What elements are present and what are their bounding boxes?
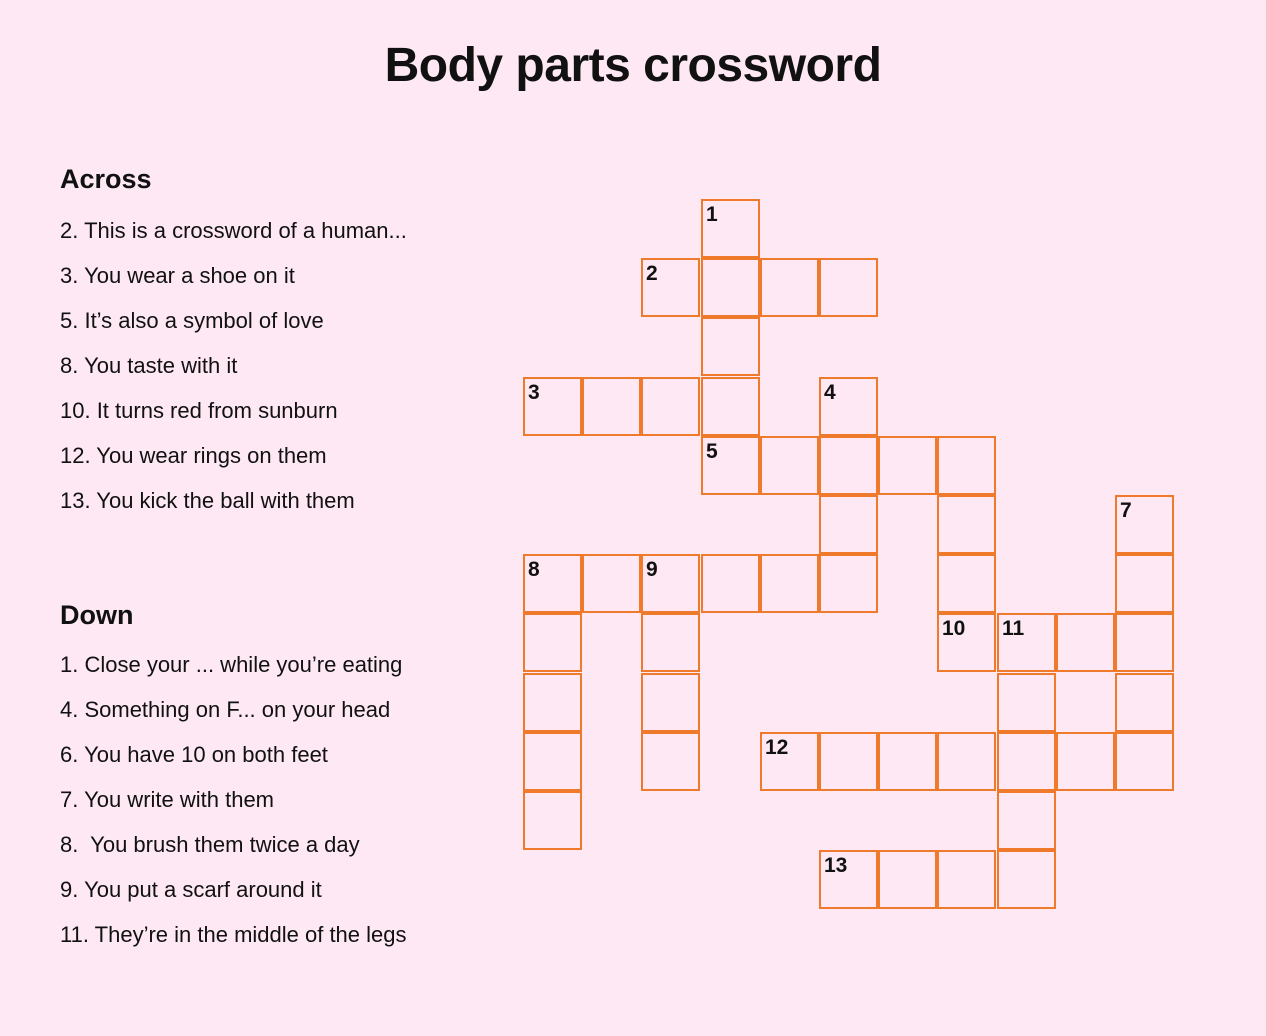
crossword-cell[interactable] [878,850,937,909]
crossword-cell[interactable] [997,732,1056,791]
crossword-cell[interactable] [760,732,819,791]
across-clue: 12. You wear rings on them [60,443,327,468]
cell-number: 3 [528,381,540,404]
cell-number: 2 [646,262,658,285]
crossword-cell[interactable] [523,377,582,436]
down-clue: 1. Close your ... while you’re eating [60,652,403,677]
crossword-cell[interactable] [1115,554,1174,613]
crossword-cell[interactable] [641,554,700,613]
crossword-cell[interactable] [937,495,996,554]
crossword-cell[interactable] [1115,495,1174,554]
across-clue: 5. It’s also a symbol of love [60,308,324,333]
crossword-cell[interactable] [1115,613,1174,672]
crossword-cell[interactable] [582,554,641,613]
crossword-cell[interactable] [523,732,582,791]
crossword-cell[interactable] [701,554,760,613]
crossword-cell[interactable] [937,613,996,672]
cell-number: 11 [1002,617,1025,640]
down-clue: 9. You put a scarf around it [60,877,322,902]
crossword-cell[interactable] [523,791,582,850]
crossword-cell[interactable] [523,613,582,672]
crossword-cell[interactable] [878,732,937,791]
crossword-cell[interactable] [641,673,700,732]
cell-number: 12 [765,736,789,759]
crossword-cell[interactable] [701,436,760,495]
crossword-cell[interactable] [760,436,819,495]
crossword-cell[interactable] [819,436,878,495]
crossword-cell[interactable] [997,850,1056,909]
crossword-cell[interactable] [1115,673,1174,732]
across-clue: 13. You kick the ball with them [60,488,355,513]
crossword-cell[interactable] [819,258,878,317]
down-clue: 11. They’re in the middle of the legs [60,922,407,947]
crossword-cell[interactable] [760,554,819,613]
crossword-cell[interactable] [819,554,878,613]
across-clue: 2. This is a crossword of a human... [60,218,407,243]
crossword-cell[interactable] [523,554,582,613]
across-clue: 8. You taste with it [60,353,238,378]
crossword-cell[interactable] [819,377,878,436]
crossword-cell[interactable] [819,732,878,791]
crossword-cell[interactable] [937,436,996,495]
down-clue: 7. You write with them [60,787,275,812]
cell-number: 10 [942,617,966,640]
crossword-cell[interactable] [937,732,996,791]
crossword-cell[interactable] [641,377,700,436]
across-clue: 3. You wear a shoe on it [60,263,295,288]
across-heading: Across [60,164,152,194]
crossword-cell[interactable] [641,732,700,791]
cell-number: 5 [706,440,718,463]
crossword-cell[interactable] [1115,732,1174,791]
crossword-cell[interactable] [1056,732,1115,791]
crossword-cell[interactable] [819,495,878,554]
crossword-cell[interactable] [997,613,1056,672]
crossword-cell[interactable] [1056,613,1115,672]
crossword-cell[interactable] [641,258,700,317]
crossword-cell[interactable] [701,377,760,436]
page-title: Body parts crossword [384,39,882,92]
crossword-cell[interactable] [641,613,700,672]
crossword-cell[interactable] [523,673,582,732]
down-clue: 6. You have 10 on both feet [60,742,328,767]
cell-number: 7 [1120,499,1132,522]
crossword-cell[interactable] [701,199,760,258]
crossword-cell[interactable] [819,850,878,909]
crossword-cell[interactable] [701,258,760,317]
across-clue: 10. It turns red from sunburn [60,398,338,423]
cell-number: 8 [528,558,540,581]
cell-number: 13 [824,854,848,877]
cell-number: 4 [824,381,836,404]
crossword-cell[interactable] [760,258,819,317]
down-clue: 8. You brush them twice a day [60,832,360,857]
crossword-cell[interactable] [937,554,996,613]
crossword-cell[interactable] [701,317,760,376]
crossword-cell[interactable] [997,673,1056,732]
cell-number: 1 [706,203,718,226]
crossword-cell[interactable] [582,377,641,436]
crossword-cell[interactable] [878,436,937,495]
down-heading: Down [60,600,134,630]
crossword-cell[interactable] [997,791,1056,850]
down-clue: 4. Something on F... on your head [60,697,391,722]
crossword-cell[interactable] [937,850,996,909]
cell-number: 9 [646,558,658,581]
